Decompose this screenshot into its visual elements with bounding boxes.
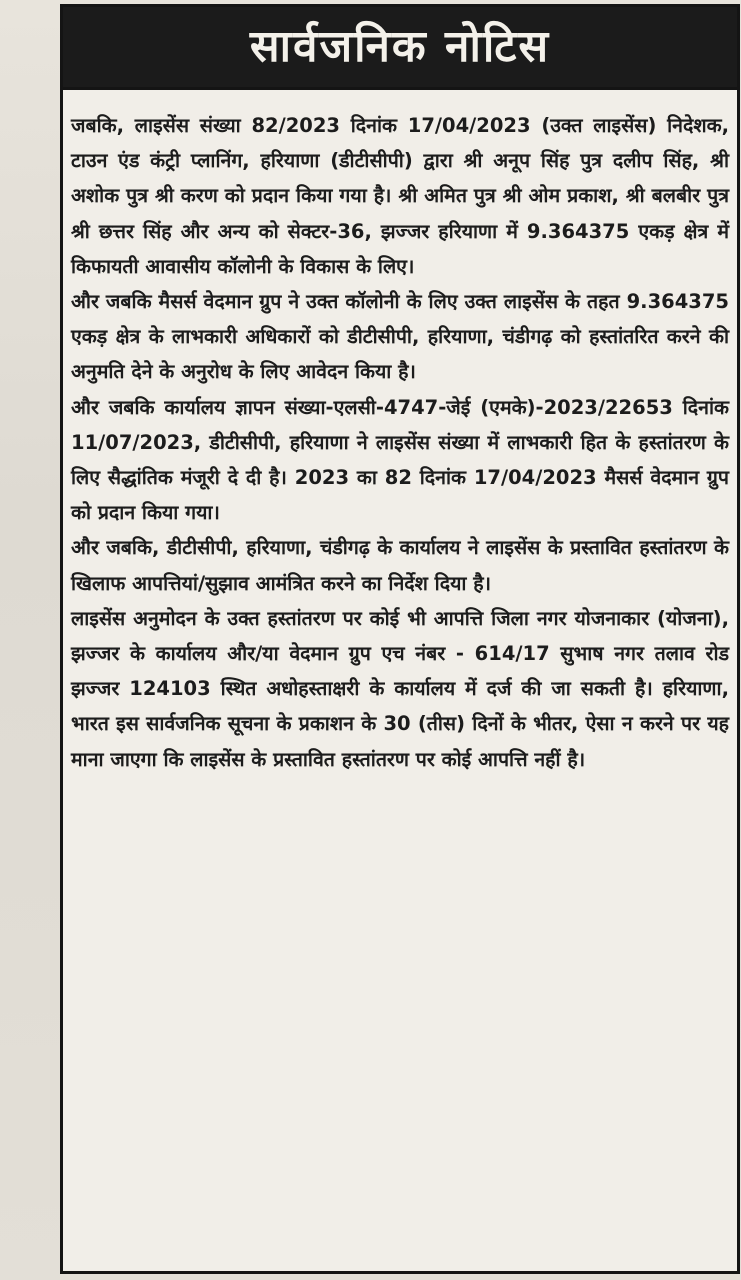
paragraph-objection-filing: लाइसेंस अनुमोदन के उक्त हस्तांतरण पर कोई भी आपत्ति जिला नगर योजनाकार (योजना), झज्जर के कार्यालय और/या वेदमान ग्रुप एच नंबर - 614/17 सुभाष नगर तलाव रोड झज्जर 124103 स्थित अधोहस्ताक्षरी के कार्यालय में दर्ज की जा सकती है। हरियाणा, भारत इस सार्वजनिक सूचना के प्रकाशन के 30 (तीस) दिनों के भीतर, ऐसा न करने पर यह माना जाएगा कि लाइसेंस के प्रस्तावित हस्तांतरण पर कोई आपत्ति नहीं है।	[71, 606, 729, 771]
paragraph-in-principle-approval: और जबकि कार्यालय ज्ञापन संख्या-एलसी-4747-जेई (एमके)-2023/22653 दिनांक 11/07/2023, डीटीसीपी, हरियाणा ने लाइसेंस संख्या में लाभकारी हित के हस्तांतरण के लिए सैद्धांतिक मंजूरी दे दी है। 2023 का 82 दिनांक 17/04/2023 मैसर्स वेदमान ग्रुप को प्रदान किया गया।	[71, 395, 729, 525]
notice-title: सार्वजनिक नोटिस	[249, 21, 551, 72]
notice-body	[63, 90, 737, 777]
paragraph-license-grant: जबकि, लाइसेंस संख्या 82/2023 दिनांक 17/04/2023 (उक्त लाइसेंस) निदेशक, टाउन एंड कंट्री प्लानिंग, हरियाणा (डीटीसीपी) द्वारा श्री अनूप सिंह पुत्र दलीप सिंह, श्री अशोक पुत्र श्री करण को प्रदान किया गया है। श्री अमित पुत्र श्री ओम प्रकाश, श्री बलबीर पुत्र श्री छत्तर सिंह और अन्य को सेक्टर-36, झज्जर हरियाणा में 9.364375 एकड़ क्षेत्र में किफायती आवासीय कॉलोनी के विकास के लिए।	[71, 114, 729, 278]
notice-header	[63, 7, 737, 90]
paragraph-transfer-application: और जबकि मैसर्स वेदमान ग्रुप ने उक्त कॉलोनी के लिए उक्त लाइसेंस के तहत 9.364375 एकड़ क्षेत्र के लाभकारी अधिकारों को डीटीसीपी, हरियाणा, चंडीगढ़ को हस्तांतरित करने की अनुमति देने के अनुरोध के लिए आवेदन किया है।	[71, 290, 729, 384]
paragraph-objections-invited: और जबकि, डीटीसीपी, हरियाणा, चंडीगढ़ के कार्यालय ने लाइसेंस के प्रस्तावित हस्तांतरण के खिलाफ आपत्तियां/सुझाव आमंत्रित करने का निर्देश दिया है।	[71, 536, 729, 595]
public-notice-box	[60, 4, 740, 1274]
